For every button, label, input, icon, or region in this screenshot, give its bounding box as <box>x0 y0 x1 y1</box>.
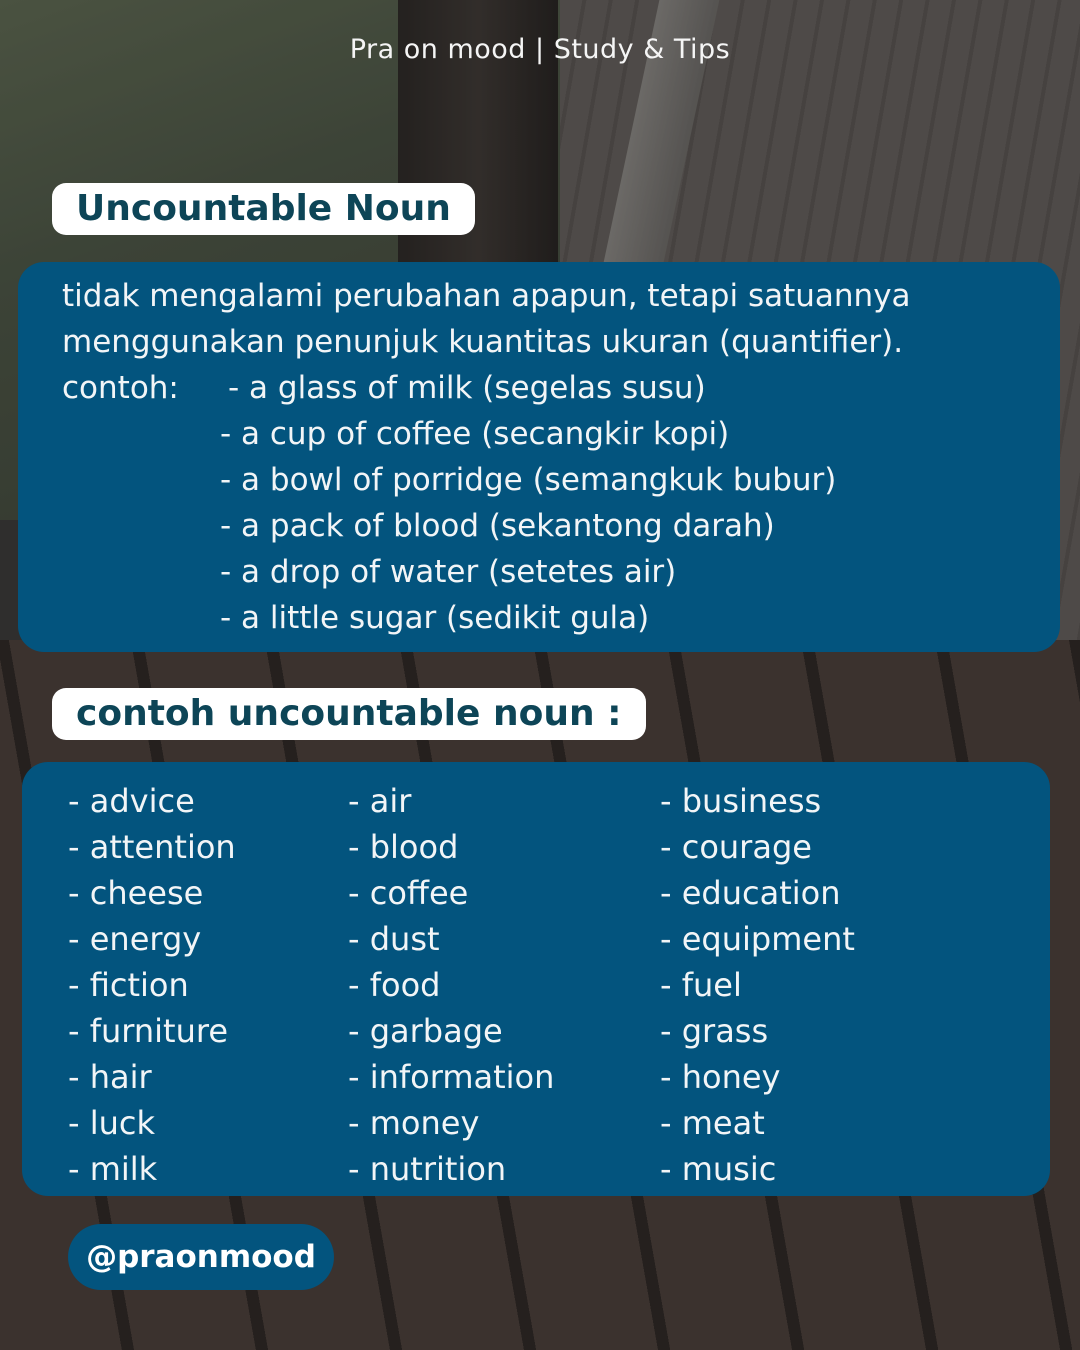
social-handle: @praonmood <box>68 1224 334 1290</box>
list-item: - education <box>660 874 841 912</box>
list-item: - milk <box>68 1150 158 1188</box>
list-item: - attention <box>68 828 236 866</box>
list-item: - luck <box>68 1104 156 1142</box>
example-item: - a glass of milk (segelas susu) <box>228 370 706 406</box>
list-item: - cheese <box>68 874 204 912</box>
list-item: - blood <box>348 828 459 866</box>
list-item: - meat <box>660 1104 765 1142</box>
list-item: - garbage <box>348 1012 503 1050</box>
topic-title: Uncountable Noun <box>52 183 475 235</box>
list-item: - advice <box>68 782 195 820</box>
word-column-3 <box>660 778 855 1192</box>
list-item: - fiction <box>68 966 189 1004</box>
list-item: - food <box>348 966 441 1004</box>
list-item: - dust <box>348 920 440 958</box>
example-item: - a bowl of porridge (semangkuk bubur) <box>220 462 837 498</box>
definition-panel <box>18 262 1060 652</box>
list-item: - honey <box>660 1058 781 1096</box>
example-item: - a pack of blood (sekantong darah) <box>220 508 775 544</box>
list-item: - hair <box>68 1058 152 1096</box>
list-item: - courage <box>660 828 812 866</box>
list-item: - equipment <box>660 920 855 958</box>
list-item: - business <box>660 782 822 820</box>
page-header: Pra on mood | Study & Tips <box>349 34 731 65</box>
list-item: - information <box>348 1058 555 1096</box>
list-item: - energy <box>68 920 202 958</box>
word-column-2 <box>348 778 554 1192</box>
word-list-panel <box>22 762 1050 1196</box>
list-item: - money <box>348 1104 480 1142</box>
list-item: - grass <box>660 1012 769 1050</box>
list-item: - air <box>348 782 412 820</box>
word-column-1 <box>68 778 236 1192</box>
example-label: contoh: <box>62 370 179 406</box>
examples-title: contoh uncountable noun : <box>52 688 646 740</box>
list-item: - furniture <box>68 1012 228 1050</box>
list-item: - nutrition <box>348 1150 507 1188</box>
example-item: - a cup of coffee (secangkir kopi) <box>220 416 730 452</box>
list-item: - fuel <box>660 966 742 1004</box>
definition-line: menggunakan penunjuk kuantitas ukuran (quantifier). <box>62 324 904 360</box>
example-item: - a drop of water (setetes air) <box>220 554 677 590</box>
list-item: - music <box>660 1150 777 1188</box>
list-item: - coffee <box>348 874 469 912</box>
definition-line: tidak mengalami perubahan apapun, tetapi satuannya <box>62 278 911 314</box>
example-item: - a little sugar (sedikit gula) <box>220 600 650 636</box>
